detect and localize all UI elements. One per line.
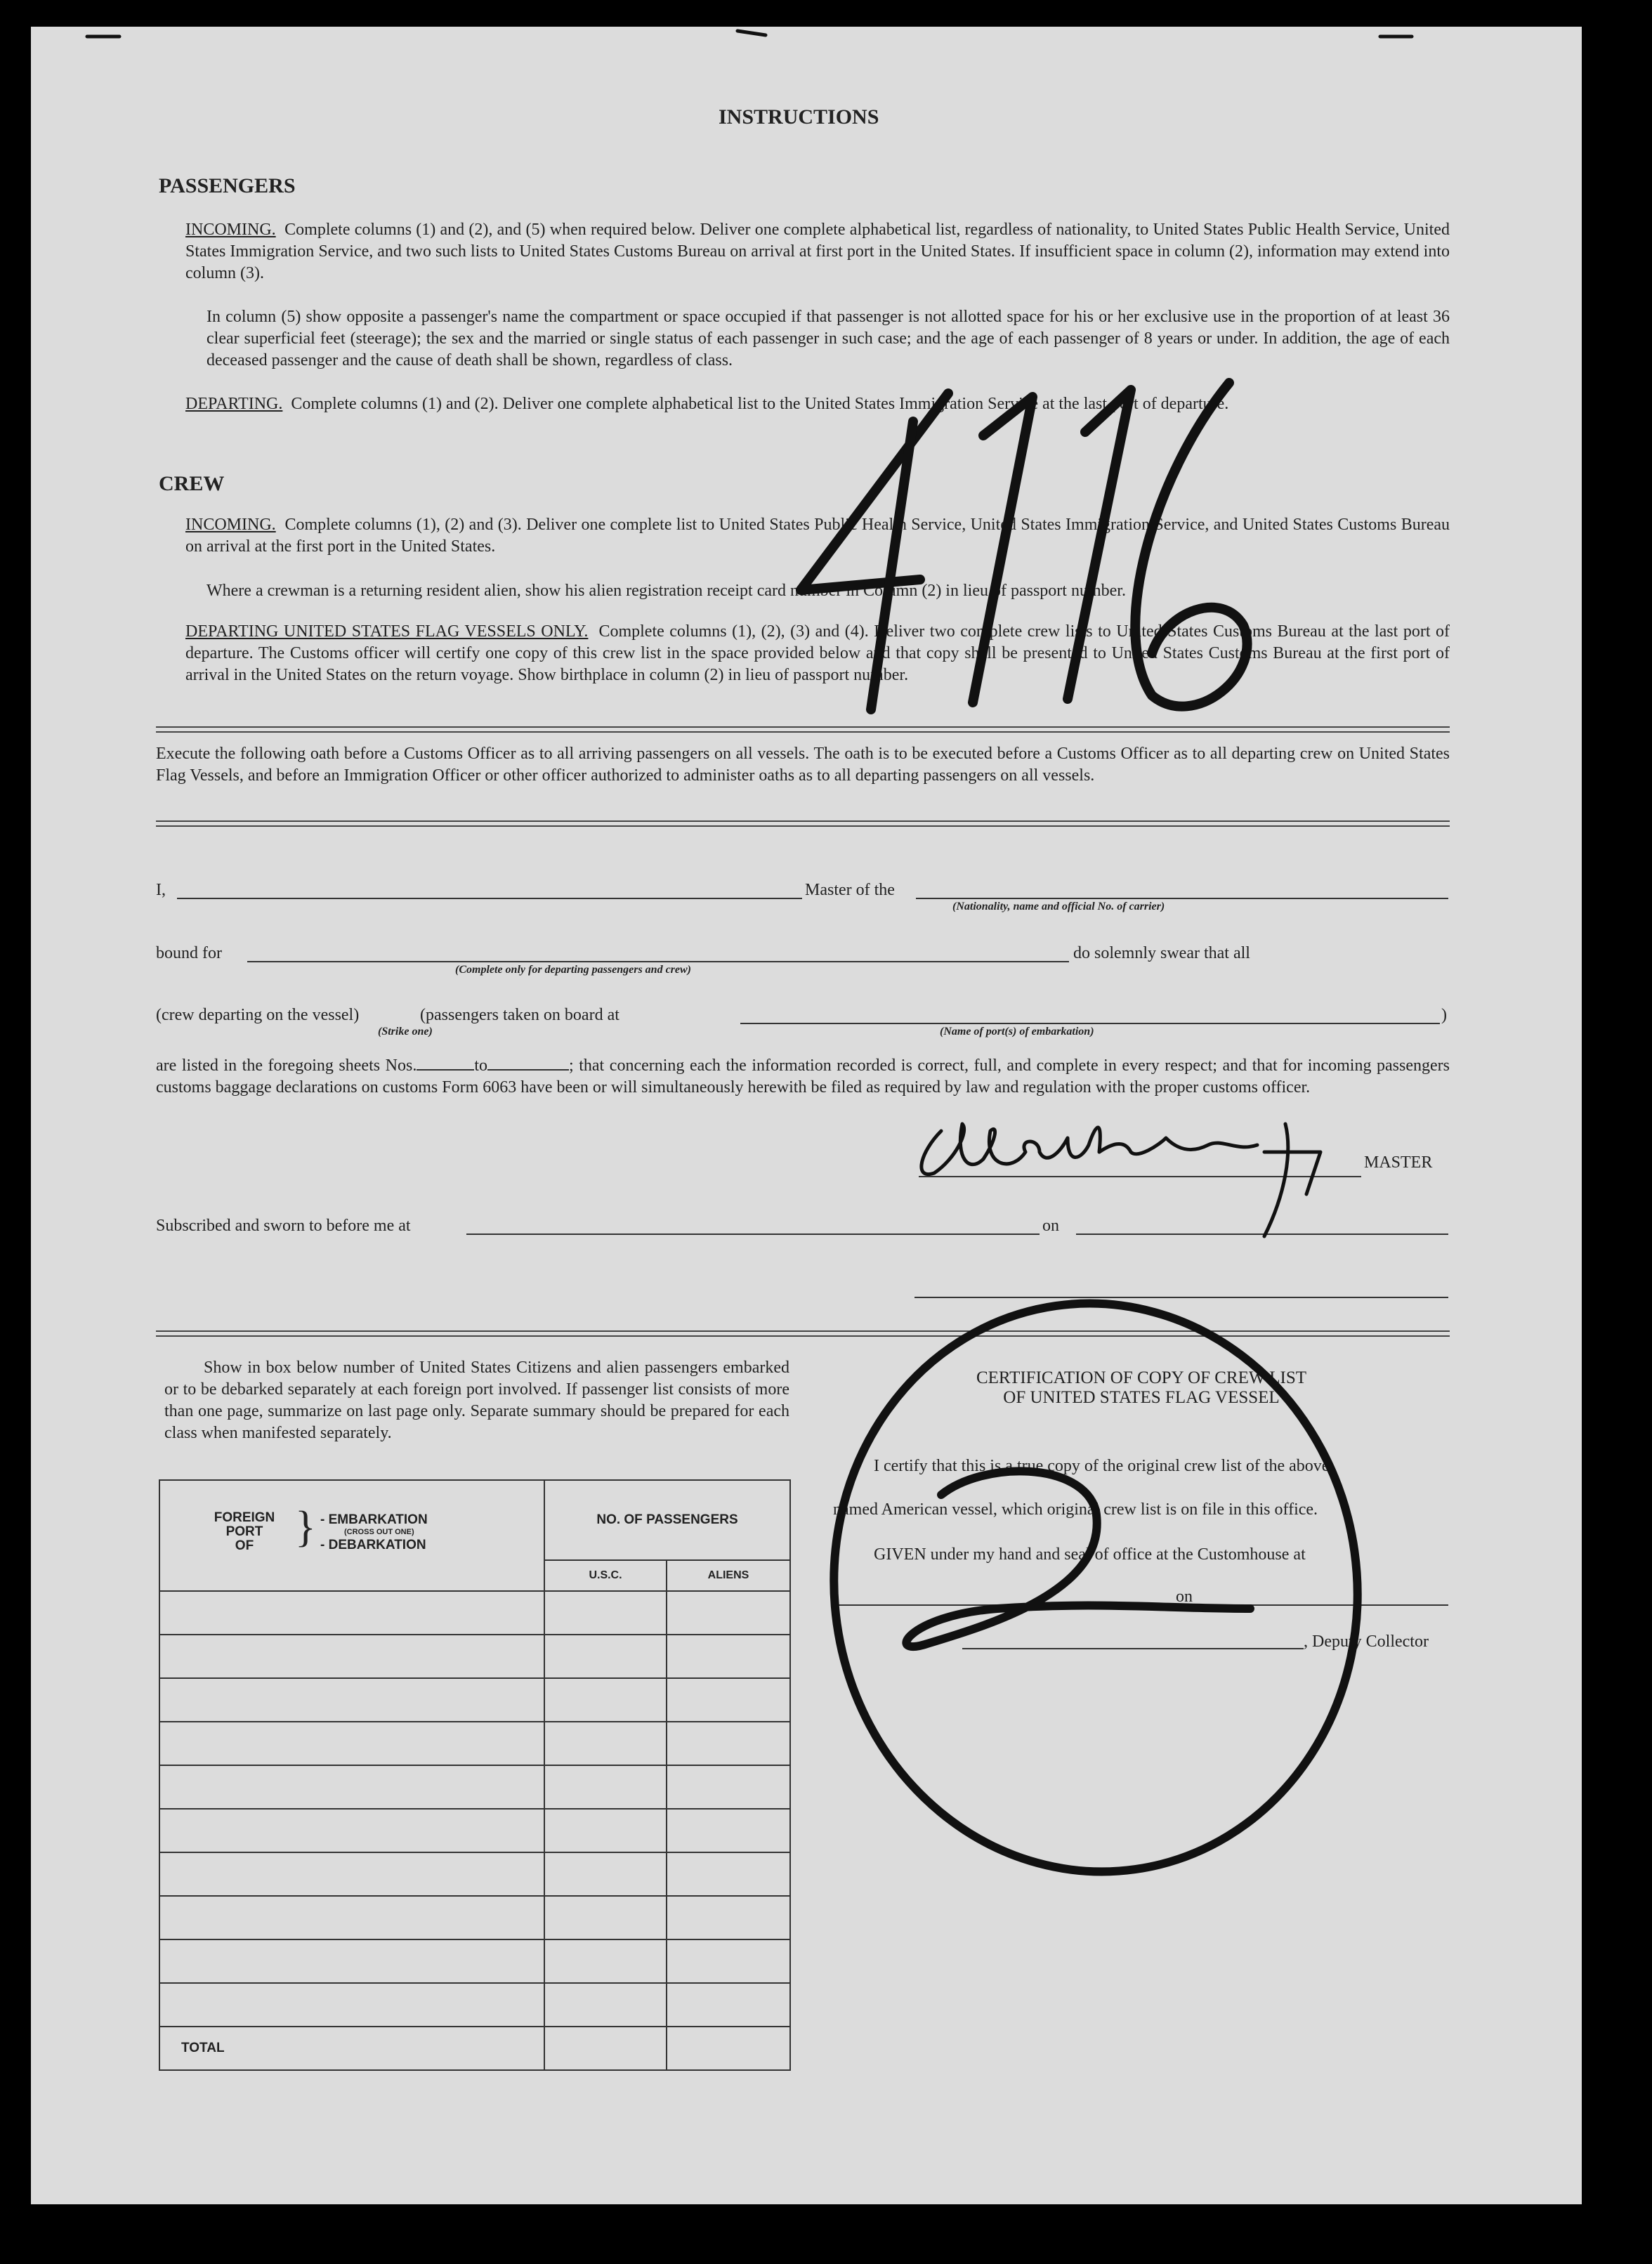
port-cell[interactable] [159, 1809, 544, 1852]
port-cell[interactable] [159, 1983, 544, 2027]
to-label: to [474, 1056, 487, 1075]
passengers-departing-text: Complete columns (1) and (2). Deliver one complete alphabetical list to the United States Immigration Service at the last port of departure. [291, 395, 1229, 413]
port-cell[interactable] [159, 1896, 544, 1939]
subscribed-on-label: on [1042, 1217, 1059, 1235]
usc-cell[interactable] [544, 1591, 667, 1635]
debarkation-option[interactable]: - DEBARKATION [320, 1538, 426, 1552]
strike-caption: (Strike one) [378, 1026, 433, 1038]
subscribed-label: Subscribed and sworn to before me at [156, 1217, 411, 1235]
aliens-cell[interactable] [667, 1722, 790, 1765]
summary-row [159, 1591, 790, 1635]
master-label: MASTER [1364, 1153, 1433, 1172]
port-cell[interactable] [159, 1852, 544, 1896]
passengers-heading: PASSENGERS [159, 174, 296, 197]
summary-row [159, 1765, 790, 1809]
aliens-cell[interactable] [667, 1896, 790, 1939]
aliens-cell[interactable] [667, 1635, 790, 1678]
port-cell[interactable] [159, 1939, 544, 1983]
passengers-incoming-text: Complete columns (1) and (2), and (5) when required below. Deliver one complete alphabetical list, regardless of nationality, to United States Public Health Service, United States Immigration Service, and two such lists to United States Customs Bureau on arrival at first port in the United States. If insufficient space in column (2), information may extend into column (3). [185, 221, 1450, 282]
certification-line-1: I certify that this is a true copy of the original crew list of the above- [874, 1457, 1335, 1475]
master-signature-line[interactable] [919, 1176, 1361, 1177]
carrier-line[interactable] [916, 898, 1448, 899]
usc-header: U.S.C. [544, 1560, 667, 1591]
deputy-collector-label: , Deputy Collector [1304, 1632, 1429, 1651]
certification-heading-line-2: OF UNITED STATES FLAG VESSEL [1003, 1388, 1280, 1407]
passengers-column5-paragraph: In column (5) show opposite a passenger's name the compartment or space occupied if that passenger is not allotted space for his or her exclusive use in the proportion of at least 36 clear superficial feet (steerage); the sex and the married or single status of each passenger in such case; and the age of each passenger of 8 years or under. In addition, the age of each deceased passenger and the cause of death shall be shown, regardless of class. [206, 308, 1450, 369]
usc-cell[interactable] [544, 1809, 667, 1852]
section-divider [156, 1330, 1450, 1337]
aliens-cell[interactable] [667, 1852, 790, 1896]
close-paren: ) [1441, 1006, 1447, 1024]
carrier-caption: (Nationality, name and official No. of carrier) [952, 901, 1165, 912]
port-cell[interactable] [159, 1678, 544, 1722]
crew-departing-text: Complete columns (1), (2), (3) and (4). Deliver two complete crew lists to United States Customs Bureau at the last port of departure. The Customs officer will certify one copy of this crew list in the space provided below and that copy shall be presented to United States Customs Bureau at the first port of arrival in the United States on the return voyage. Show birthplace in column (2) in lieu of passport number. [185, 622, 1450, 684]
aliens-cell[interactable] [667, 1765, 790, 1809]
crew-incoming-paragraph [185, 514, 1450, 558]
brace-icon: } [295, 1503, 316, 1551]
summary-row [159, 1809, 790, 1852]
total-label: TOTAL [181, 2041, 225, 2055]
master-name-line[interactable] [177, 898, 802, 899]
page-title: INSTRUCTIONS [719, 105, 879, 129]
usc-cell[interactable] [544, 1852, 667, 1896]
port-header-cell [159, 1480, 544, 1591]
certification-heading-line-1: CERTIFICATION OF COPY OF CREW LIST [976, 1368, 1307, 1387]
customhouse-line[interactable] [833, 1604, 1173, 1606]
port-cell[interactable] [159, 1765, 544, 1809]
officer-signature-line[interactable] [914, 1297, 1448, 1298]
summary-row [159, 1983, 790, 2027]
aliens-header: ALIENS [667, 1560, 790, 1591]
passengers-incoming-paragraph [185, 219, 1450, 284]
aliens-cell[interactable] [667, 1591, 790, 1635]
certification-heading [906, 1368, 1377, 1408]
bound-caption: (Complete only for departing passengers and crew) [455, 964, 691, 976]
summary-row [159, 1635, 790, 1678]
cross-out-note: (CROSS OUT ONE) [344, 1528, 414, 1536]
subscribed-place-line[interactable] [466, 1234, 1040, 1235]
no-of-passengers-header: NO. OF PASSENGERS [544, 1480, 790, 1560]
crew-resident-paragraph: Where a crewman is a returning resident alien, show his alien registration receipt card number in Column (2) in lieu of passport number. [206, 582, 1126, 600]
port-cell[interactable] [159, 1722, 544, 1765]
total-aliens-cell[interactable] [667, 2027, 790, 2070]
oath-intro-paragraph: Execute the following oath before a Customs Officer as to all arriving passengers on all vessels. The oath is to be executed before a Customs Officer as to all departing crew on United States Flag Vessels, and before an Immigration Officer or other officer authorized to administer oaths as to all departing passengers on all vessels. [156, 745, 1450, 785]
certification-date-line[interactable] [1205, 1604, 1448, 1606]
listed-text-2: ; that concerning each the information recorded is correct, full, and complete in every respect; and that for incoming passengers customs baggage declarations on customs Form 6063 have been or will simultaneously herewith be filed as required by law and regulation with the proper customs officer. [156, 1056, 1450, 1097]
crew-departing-paragraph [185, 621, 1450, 686]
usc-cell[interactable] [544, 1635, 667, 1678]
embarkation-ports-line[interactable] [740, 1023, 1440, 1024]
aliens-cell[interactable] [667, 1678, 790, 1722]
usc-cell[interactable] [544, 1896, 667, 1939]
passengers-departing-paragraph [185, 393, 1450, 415]
aliens-cell[interactable] [667, 1809, 790, 1852]
summary-row [159, 1896, 790, 1939]
usc-cell[interactable] [544, 1678, 667, 1722]
certification-line-2: named American vessel, which original crew list is on file in this office. [833, 1500, 1318, 1519]
usc-cell[interactable] [544, 1765, 667, 1809]
subscribed-date-line[interactable] [1076, 1234, 1448, 1235]
bound-for-line[interactable] [247, 961, 1069, 962]
section-divider [156, 820, 1450, 827]
swear-label: do solemnly swear that all [1073, 944, 1250, 962]
summary-row [159, 1852, 790, 1896]
passengers-departing-label: DEPARTING. [185, 395, 283, 413]
crew-departing-label: DEPARTING UNITED STATES FLAG VESSELS ONLY. [185, 622, 589, 641]
summary-row [159, 1722, 790, 1765]
listed-paragraph [156, 1055, 1450, 1099]
aliens-cell[interactable] [667, 1939, 790, 1983]
crew-incoming-text: Complete columns (1), (2) and (3). Deliver one complete list to United States Public Health Service, United States Immigration Service, and United States Customs Bureau on arrival at the first port in the United States. [185, 516, 1450, 556]
summary-row [159, 1678, 790, 1722]
aliens-cell[interactable] [667, 1983, 790, 2027]
listed-text-1: are listed in the foregoing sheets Nos. [156, 1056, 417, 1075]
certification-on-label: on [1176, 1588, 1193, 1606]
crew-departing-option: (crew departing on the vessel) [156, 1006, 360, 1024]
passengers-taken-option: (passengers taken on board at [420, 1006, 620, 1024]
passenger-summary-table [159, 1479, 791, 2071]
usc-cell[interactable] [544, 1939, 667, 1983]
foreign-port-header: FOREIGN PORT OF [214, 1510, 275, 1553]
certification-line-3: GIVEN under my hand and seal of office at the Customhouse at [874, 1545, 1306, 1564]
master-of-label: Master of the [805, 881, 895, 899]
bound-for-label: bound for [156, 944, 222, 962]
ports-caption: (Name of port(s) of embarkation) [940, 1026, 1094, 1038]
port-cell[interactable] [159, 1591, 544, 1635]
usc-cell[interactable] [544, 1722, 667, 1765]
section-divider [156, 726, 1450, 733]
total-usc-cell[interactable] [544, 2027, 667, 2070]
crew-incoming-label: INCOMING. [185, 516, 276, 534]
usc-cell[interactable] [544, 1983, 667, 2027]
deputy-signature-line[interactable] [962, 1648, 1304, 1649]
port-cell[interactable] [159, 1635, 544, 1678]
total-label-cell [159, 2027, 544, 2070]
embarkation-option[interactable]: - EMBARKATION [320, 1512, 428, 1527]
oath-i-label: I, [156, 881, 166, 899]
crew-heading: CREW [159, 472, 225, 495]
passengers-incoming-label: INCOMING. [185, 221, 276, 239]
summary-row [159, 1939, 790, 1983]
summary-instructions: Show in box below number of United States Citizens and alien passengers embarked or to be debarked separately at each foreign port involved. If passenger list consists of more than one page, summarize on last page only. Separate summary should be prepared for each class when manifested separately. [164, 1359, 789, 1442]
